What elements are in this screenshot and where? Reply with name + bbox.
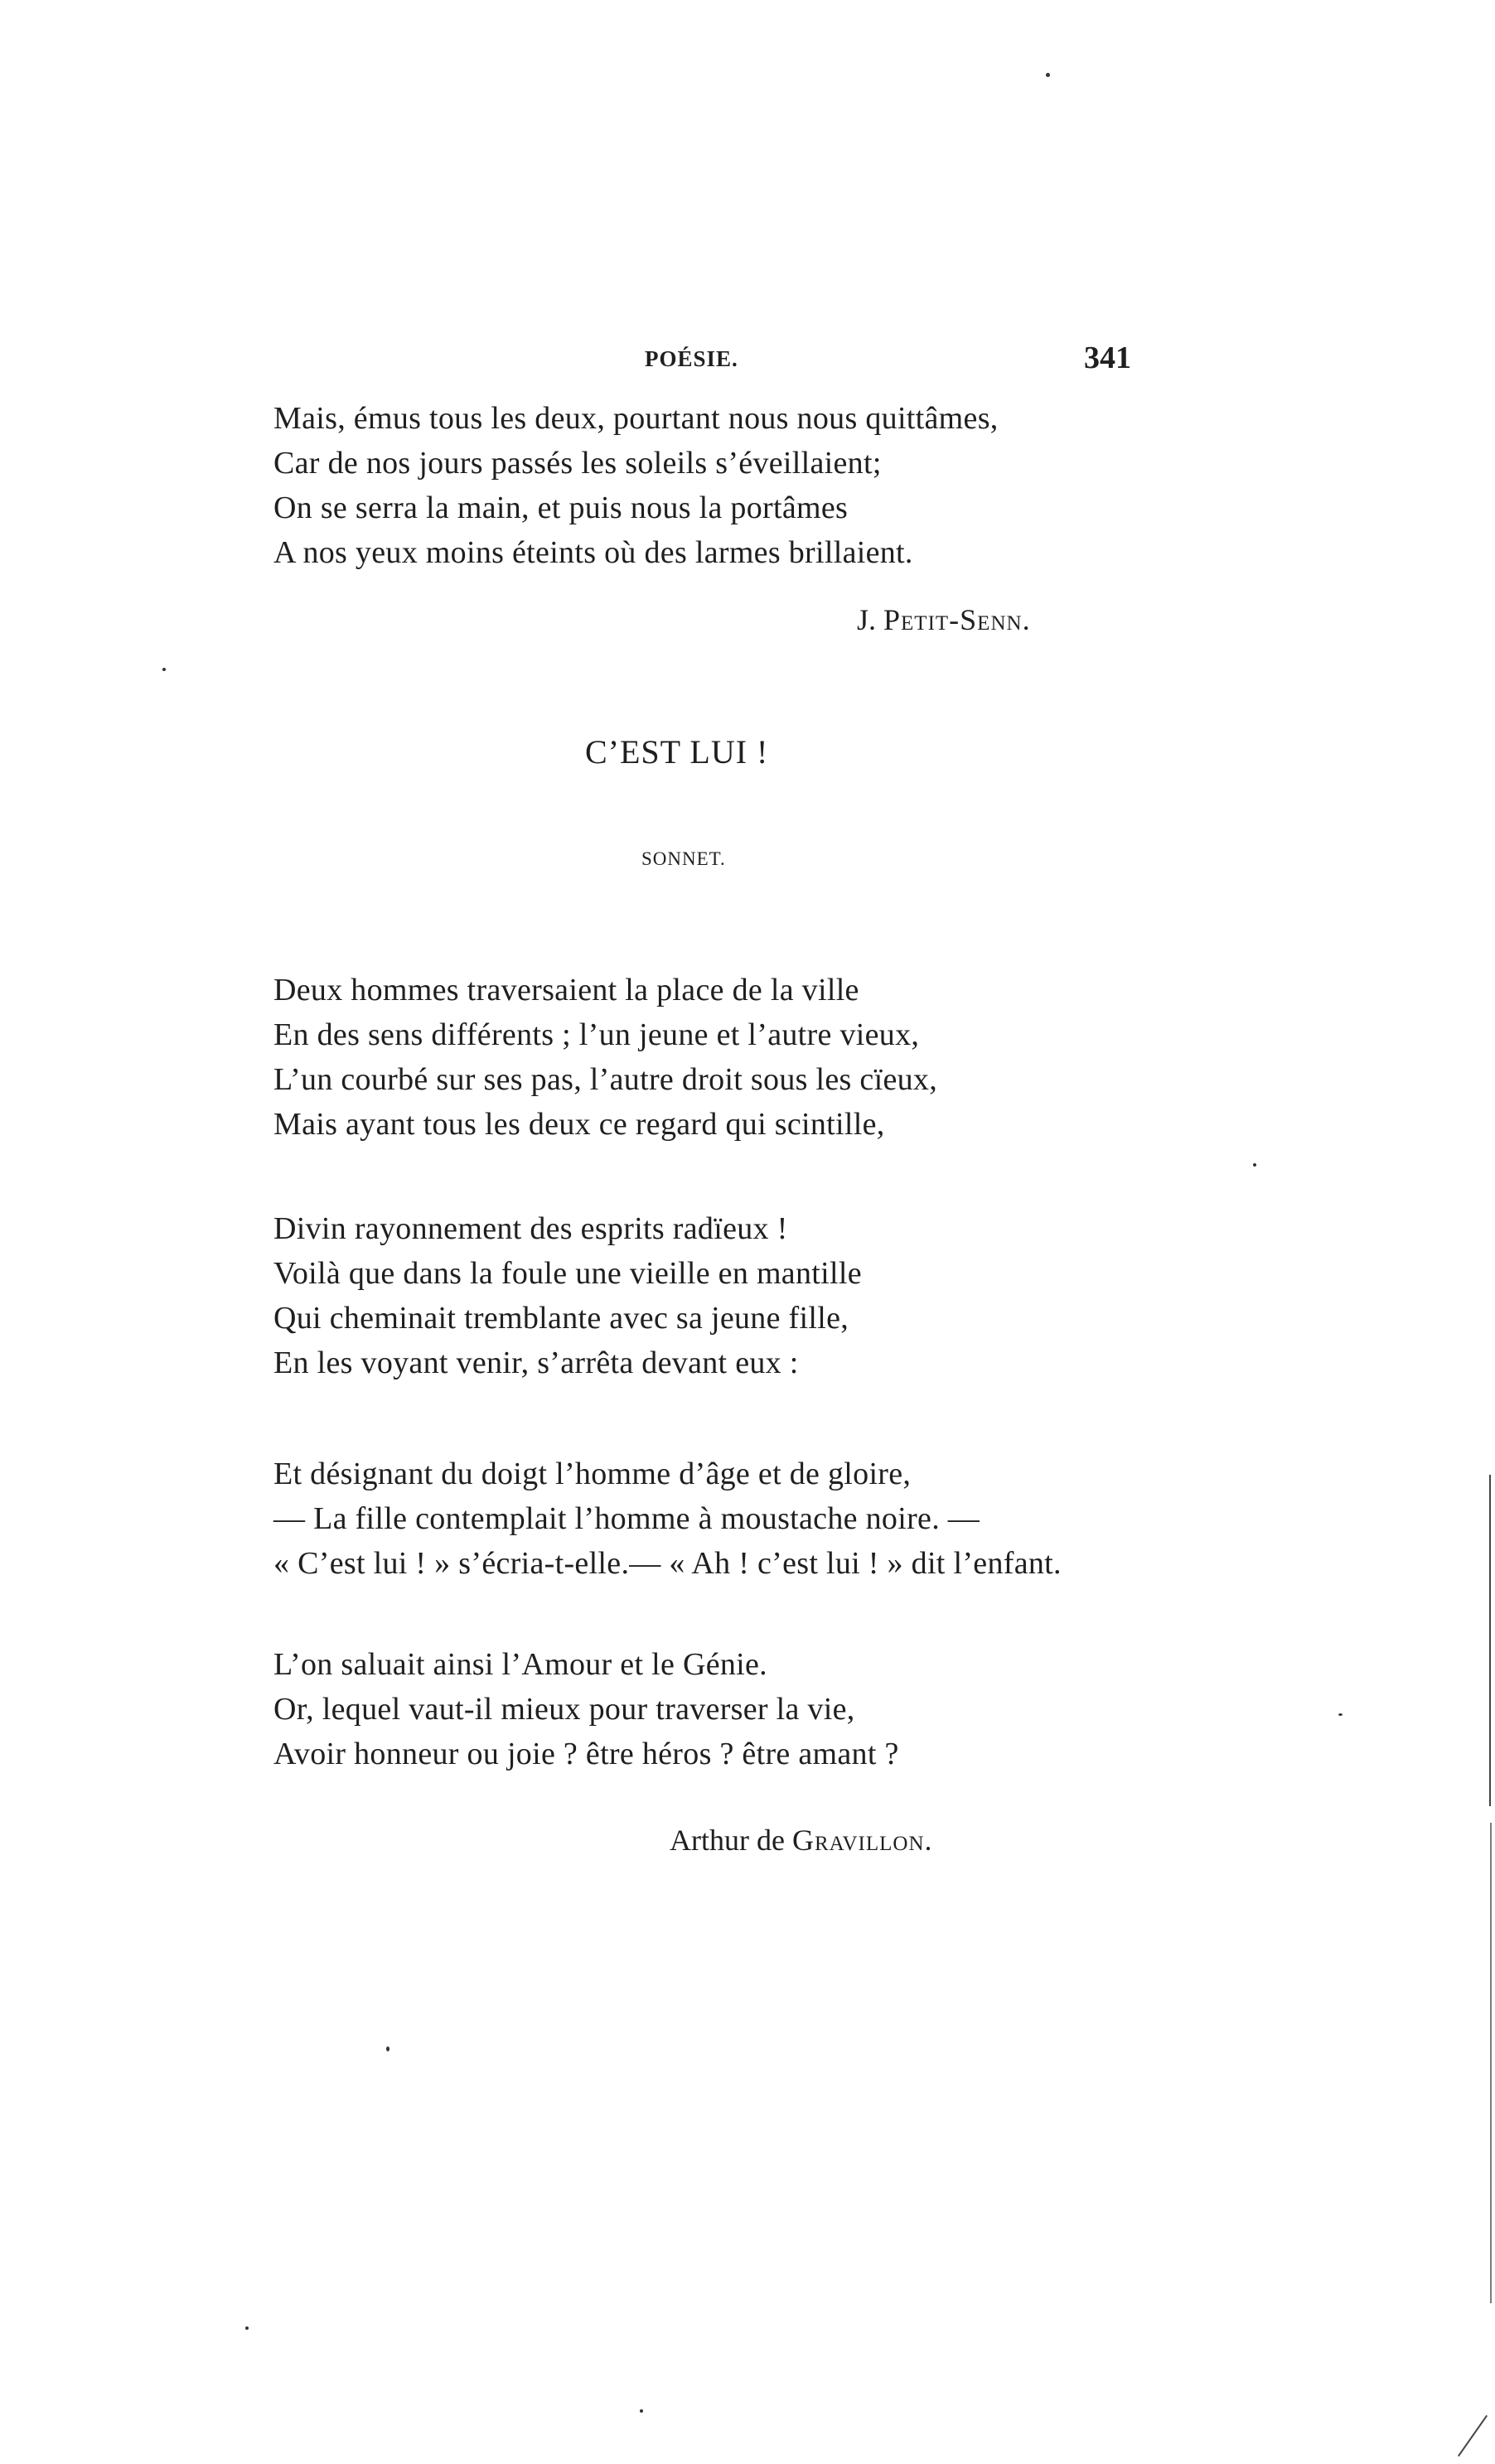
running-header: POÉSIE.: [645, 346, 738, 371]
verse-line: On se serra la main, et puis nous la portâmes: [273, 490, 849, 525]
verse-line: En les voyant venir, s’arrêta devant eux :: [273, 1346, 799, 1380]
poem-subtitle: SONNET.: [641, 848, 726, 869]
verse-line: A nos yeux moins éteints où des larmes brillaient.: [273, 535, 913, 570]
author-name: Petit-Senn.: [883, 603, 1031, 636]
previous-poem-author: [857, 602, 1031, 637]
verse-line: Deux hommes traversaient la place de la ville: [273, 973, 859, 1007]
scan-edge-line: [1490, 1823, 1492, 2303]
poem-title: C’EST LUI !: [585, 733, 769, 771]
verse-line: Et désignant du doigt l’homme d’âge et de gloire,: [273, 1457, 912, 1491]
verse-line: Or, lequel vaut-il mieux pour traverser la vie,: [273, 1692, 855, 1727]
verse-line: Mais ayant tous les deux ce regard qui scintille,: [273, 1107, 885, 1142]
verse-line: Avoir honneur ou joie ? être héros ? être amant ?: [273, 1737, 899, 1771]
sonnet-tercet-2: [273, 1642, 1218, 1776]
verse-line: « C’est lui ! » s’écria-t-elle.— « Ah ! c’est lui ! » dit l’enfant.: [273, 1546, 1062, 1581]
previous-poem-stanza: [273, 396, 1218, 575]
verse-line: Mais, émus tous les deux, pourtant nous nous quittâmes,: [273, 401, 999, 436]
scan-speck: [1046, 73, 1050, 77]
verse-line: Car de nos jours passés les soleils s’éveillaient;: [273, 446, 882, 481]
author-initial: J.: [857, 603, 884, 636]
scan-speck: [1338, 1713, 1343, 1716]
scan-speck: [640, 2409, 643, 2413]
page-number: 341: [1084, 341, 1131, 375]
scan-speck: [162, 668, 166, 671]
verse-line: — La fille contemplait l’homme à moustache noire. —: [273, 1501, 980, 1536]
sonnet-tercet-1: [273, 1452, 1218, 1586]
verse-line: En des sens différents ; l’un jeune et l’autre vieux,: [273, 1017, 920, 1052]
verse-line: L’on saluait ainsi l’Amour et le Génie.: [273, 1647, 767, 1682]
verse-line: Divin rayonnement des esprits radïeux !: [273, 1211, 788, 1246]
scan-speck: [1253, 1163, 1256, 1167]
sonnet-stanza-1: [273, 968, 1218, 1147]
verse-line: L’un courbé sur ses pas, l’autre droit sous les cïeux,: [273, 1062, 938, 1097]
author-last-name: Gravillon.: [791, 1824, 933, 1857]
scan-speck: [245, 2326, 249, 2330]
scan-edge-mark: [1458, 2415, 1488, 2457]
poem-author: [670, 1823, 933, 1858]
verse-line: Qui cheminait tremblante avec sa jeune fille,: [273, 1301, 849, 1336]
scan-edge-line: [1489, 1475, 1491, 1806]
verse-line: Voilà que dans la foule une vieille en mantille: [273, 1256, 862, 1291]
author-first-name: Arthur de: [670, 1824, 792, 1857]
sonnet-stanza-2: [273, 1206, 1218, 1385]
scan-speck: [386, 2046, 389, 2051]
